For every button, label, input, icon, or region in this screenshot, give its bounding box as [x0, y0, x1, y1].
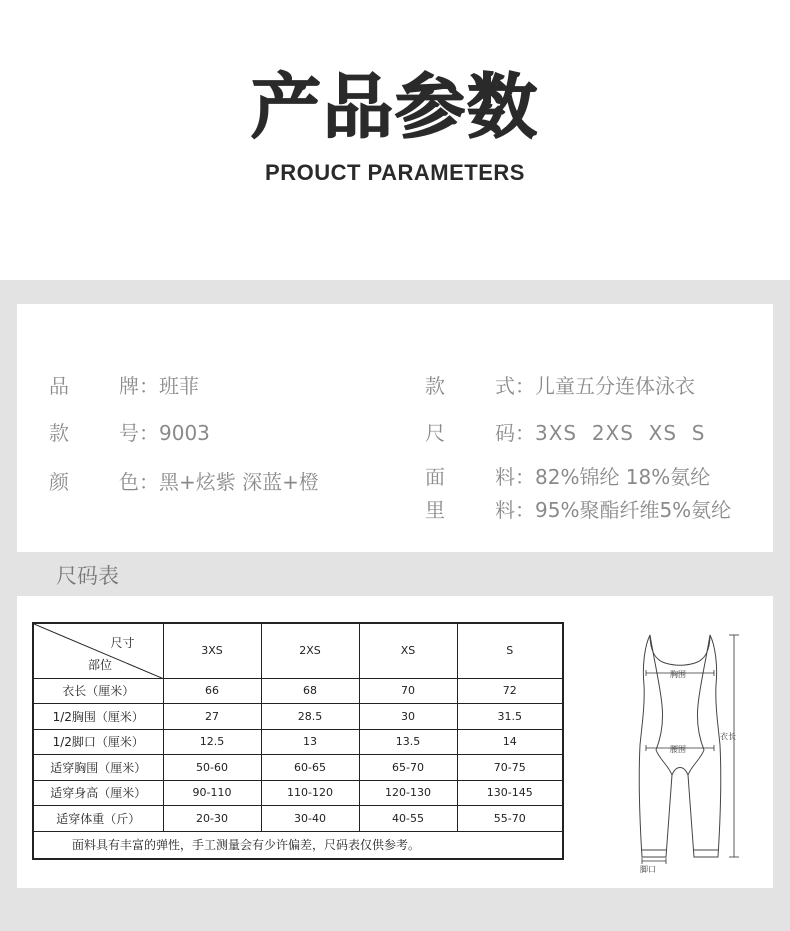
table-cell: 31.5 — [457, 704, 563, 730]
table-cell: 72 — [457, 678, 563, 704]
param-color-key1: 颜 — [49, 470, 69, 494]
param-brand-value: 班菲 — [159, 374, 199, 398]
param-color-value: 黑+炫紫 深蓝+橙 — [159, 470, 319, 494]
table-cell: 20-30 — [163, 806, 261, 832]
table-row — [33, 780, 563, 806]
size-note: 面料具有丰富的弹性，手工测量会有少许偏差，尺码表仅供参考。 — [33, 831, 563, 859]
param-model-key2: 号： — [119, 421, 159, 445]
table-cell: 30 — [359, 704, 457, 730]
table-cell: 30-40 — [261, 806, 359, 832]
param-color-key2: 色： — [119, 470, 159, 494]
size-header: 2XS — [261, 623, 359, 678]
table-cell: 70-75 — [457, 755, 563, 781]
swimsuit-diagram — [620, 625, 750, 875]
table-cell: 13.5 — [359, 729, 457, 755]
param-fabric-value: 82%锦纶 18%氨纶 — [535, 465, 711, 489]
table-header-row — [33, 623, 563, 678]
param-model-key1: 款 — [49, 421, 69, 445]
table-cell: 68 — [261, 678, 359, 704]
table-cell: 13 — [261, 729, 359, 755]
param-model — [49, 421, 210, 445]
table-cell: 110-120 — [261, 780, 359, 806]
table-cell: 130-145 — [457, 780, 563, 806]
page-title: 产品参数 — [251, 66, 539, 148]
param-style — [425, 374, 695, 398]
param-color — [49, 470, 319, 494]
header-diagonal-cell — [33, 623, 163, 678]
param-model-value: 9003 — [159, 421, 210, 445]
param-style-key1: 款 — [425, 374, 445, 398]
size-header: 3XS — [163, 623, 261, 678]
param-size-key1: 尺 — [425, 421, 445, 445]
param-fabric — [425, 465, 710, 489]
param-size-key2: 码： — [495, 421, 535, 445]
chest-label: 胸围 — [670, 670, 686, 679]
size-chart-title: 尺码表 — [56, 564, 119, 588]
table-cell: 120-130 — [359, 780, 457, 806]
size-header: XS — [359, 623, 457, 678]
size-header: S — [457, 623, 563, 678]
table-cell: 70 — [359, 678, 457, 704]
table-cell: 90-110 — [163, 780, 261, 806]
param-size-value: 3XS 2XS XS S — [535, 421, 706, 445]
table-row — [33, 678, 563, 704]
swimsuit-panel-left — [650, 635, 672, 775]
row-label: 适穿胸围（厘米） — [33, 755, 163, 781]
header-part-label: 部位 — [88, 658, 113, 672]
param-fabric-key1: 面 — [425, 465, 445, 489]
table-note-row — [33, 831, 563, 859]
table-cell: 50-60 — [163, 755, 261, 781]
table-cell: 12.5 — [163, 729, 261, 755]
leg-label: 脚口 — [640, 865, 656, 874]
row-label: 适穿体重（斤） — [33, 806, 163, 832]
param-brand-key1: 品 — [49, 374, 69, 398]
table-cell: 55-70 — [457, 806, 563, 832]
param-fabric-key2: 料： — [495, 465, 535, 489]
page-subtitle: PROUCT PARAMETERS — [265, 160, 525, 185]
param-brand-key2: 牌： — [119, 374, 159, 398]
swimsuit-panel-right — [688, 635, 710, 775]
table-row — [33, 729, 563, 755]
table-cell: 27 — [163, 704, 261, 730]
param-brand — [49, 374, 199, 398]
row-label: 1/2脚口（厘米） — [33, 729, 163, 755]
waist-label: 腰围 — [670, 745, 686, 754]
row-label: 适穿身高（厘米） — [33, 780, 163, 806]
table-row — [33, 704, 563, 730]
param-size — [425, 421, 705, 445]
length-label: 衣长 — [720, 732, 736, 741]
param-lining — [425, 498, 731, 522]
table-cell: 14 — [457, 729, 563, 755]
table-cell: 66 — [163, 678, 261, 704]
header — [0, 0, 790, 280]
param-lining-key1: 里 — [425, 498, 445, 522]
table-row — [33, 806, 563, 832]
table-row — [33, 755, 563, 781]
size-table — [32, 622, 564, 860]
row-label: 衣长（厘米） — [33, 678, 163, 704]
param-style-value: 儿童五分连体泳衣 — [535, 374, 695, 398]
param-style-key2: 式： — [495, 374, 535, 398]
row-label: 1/2胸围（厘米） — [33, 704, 163, 730]
table-cell: 40-55 — [359, 806, 457, 832]
param-lining-key2: 料： — [495, 498, 535, 522]
param-lining-value: 95%聚酯纤维5%氨纶 — [535, 498, 732, 522]
table-cell: 60-65 — [261, 755, 359, 781]
header-size-label: 尺寸 — [110, 636, 135, 650]
table-cell: 28.5 — [261, 704, 359, 730]
table-cell: 65-70 — [359, 755, 457, 781]
